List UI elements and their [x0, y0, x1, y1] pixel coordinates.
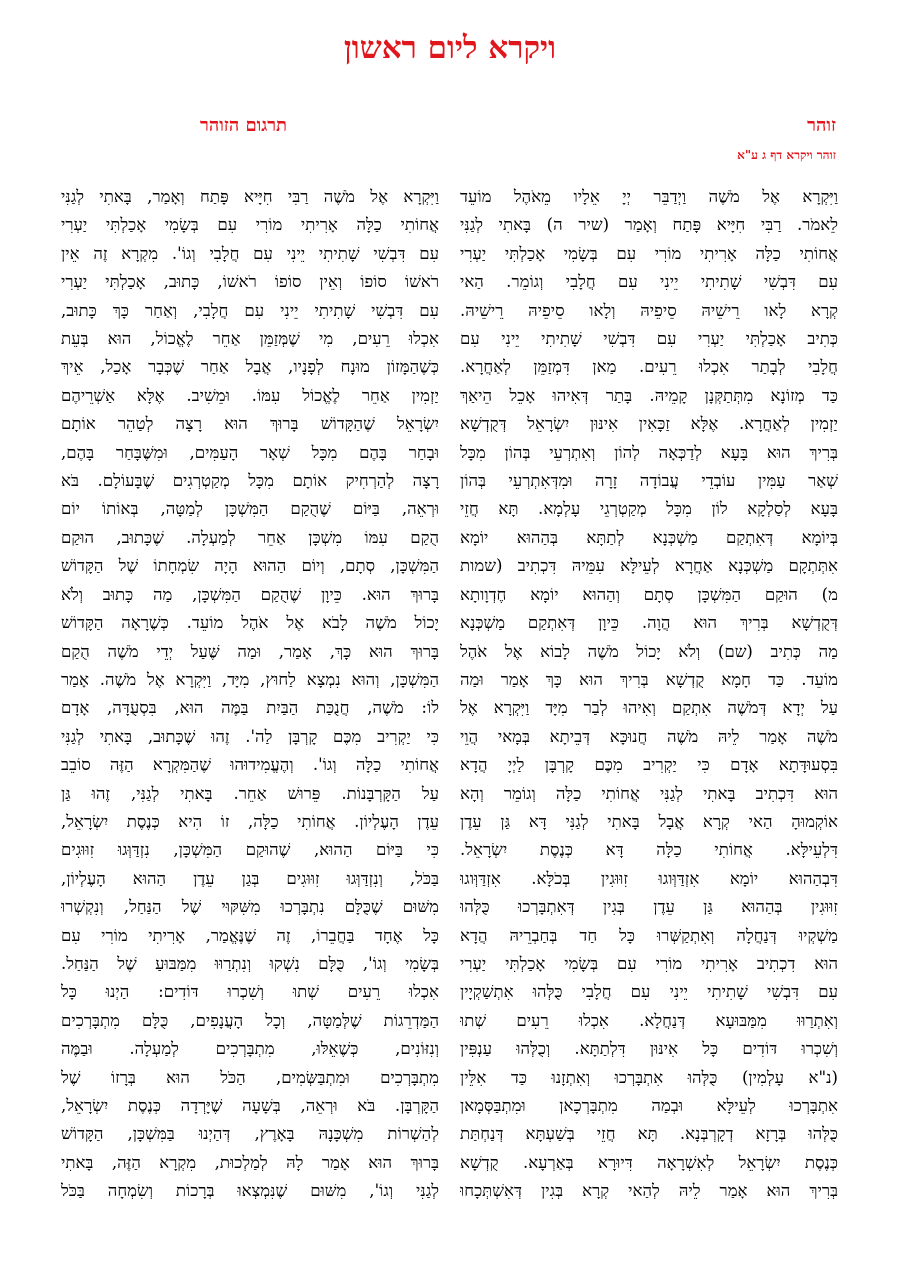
translation-text-line: אֲחוֹתִי כַלָּה אָרִיתִי מוֹרִי עִם בְּשָׂמִי אָכַלְתִּי יַעְרִי	[61, 215, 439, 235]
translation-text-line: בַּכֹּל, וְנִזְדַּוְּגוּ זִוּוּגִים בְּגַן עֵדֶן הַהוּא הָעֶלְיוֹן,	[61, 868, 439, 888]
translation-text-line: יָכוֹל מֹשֶׁה לָבֹא אֶל אֹהֶל מוֹעֵד. כְּשֶׁרָאָה הַקָּדוֹשׁ	[61, 613, 439, 633]
zohar-text-line: אִתְבָּרְכוּ לְעֵילָּא וּבְמַה מִתְבָּרְכָאן וּמִתְבַּסְּמָאן	[460, 1096, 838, 1115]
translation-text-line: רֹאשׁוֹ סוֹפוֹ וְאֵין סוֹפוֹ רֹאשׁוֹ, כָּתוּב, אָכַלְתִּי יַעְרִי	[61, 272, 439, 292]
translation-text-line: עֵדֶן הָעֶלְיוֹן. אֲחוֹתִי כַלָּה, זוֹ הִיא כְּנֶסֶת יִשְׂרָאֵל,	[61, 811, 439, 831]
translation-column-heading: תרגום הזוהר	[200, 115, 288, 136]
source-reference: זוהר ויקרא דף ג ע"א	[737, 148, 836, 162]
zohar-text-line: הוּא דִכְתִיב אָרִיתִי מוֹרִי עִם בְּשָׂמִי אָכַלְתִּי יַעְרִי	[460, 953, 838, 973]
zohar-text-line: לֵאמֹר. רַבִּי חִיָּיא פָּתַח וְאָמַר (שיר ה) בָּאתִי לְגַנִּי	[460, 215, 838, 235]
zohar-text-line: דִּלְעֵילָּא. אֲחוֹתִי כַלָּה דָּא כְּנֶסֶת יִשְׂרָאֵל.	[460, 840, 838, 860]
translation-text-line: בְּשָׂמִי וְגוֹ', כֻּלָּם נִשְׁקוּ וְנִתְרַוּוּ מִמַּבּוּעַ שֶׁל הַנַּחַל.	[61, 953, 439, 973]
zohar-text-line: עַל יְדָא דְּמֹשֶׁה אִתְקַם וְאִיהוּ לְבַר מִיָּד וַיִּקְרָא אֶל	[460, 698, 838, 718]
translation-text-line: יַזְמִין אַחֵר לֶאֱכוֹל עִמּוֹ. וּמֵשִׁיב. אֶלָּא אַשְׁרֵיהֶם	[61, 385, 439, 405]
zohar-text-line: כַּד מְזוֹנָא מִתְּתַקְּנָן קָמֵיהּ. בָּתַר דְּאִיהוּ אָכֵל הֵיאַךְ	[460, 385, 838, 405]
page-title: ויקרא ליום ראשון	[343, 30, 557, 66]
zohar-text-line: בִּסְעוּדָּתָא אָדָם כִּי יַקְרִיב מִכֶּם קָרְבָּן לַיְיָ הֲדָא	[460, 755, 838, 775]
zohar-text-line: דְּקֻדְשָׁא בְּרִיךְ הוּא הֲוָה. כֵּיוָן דְּאִתְקַם מַשְׁכְּנָא	[460, 613, 838, 633]
translation-text-line: לְגַנִּי וְגוֹ', מִשּׁוּם שֶׁנִּמְצְאוּ בְּרָכוֹת וְשִׂמְחָה בַּכֹּל	[61, 1181, 439, 1201]
zohar-text-line: וַיִּקְרָא אֶל מֹשֶׁה וַיְדַבֵּר יְיָ אֵלָיו מֵאֹהֶל מוֹעֵד	[460, 187, 838, 206]
translation-text-line: וְנִזּוֹנִים, כְּשֶׁאֵלּוּ, מִתְבָּרְכִים לְמַעְלָה. וּבַמֶּה	[61, 1039, 439, 1059]
zohar-text-line: כְּנֶסֶת יִשְׂרָאֵל לְאִשְׁרָאָה דִּיוּרָא בְּאַרְעָא. קֻדְשָׁא	[460, 1152, 838, 1172]
zohar-text-line: אִתְּתְקָם מַשְׁכְּנָא אַחֲרָא לְעֵילָּא עִמֵּיהּ דִּכְתִיב (שמות	[460, 556, 838, 576]
zohar-text-line: בְּרִיךְ הוּא אָמַר לֵיהּ לְהַאי קְרָא בְּגִין דְּאִשְׁתְּכָחוּ	[460, 1181, 838, 1201]
translation-text-line: בָּרוּךְ הוּא אָמַר לָהּ לְמַלְכוּת, מִקְרָא הַזֶּה, בָּאתִי	[61, 1152, 439, 1172]
translation-text-line: הַקָּרְבָּן. בֹּא וּרְאֵה, בְּשָׁעָה שֶׁיָּרְדָה כְּנֶסֶת יִשְׂרָאֵל,	[61, 1096, 439, 1115]
translation-text-line: כִּי יַקְרִיב מִכֶּם קָרְבָּן לַה'. זֶהוּ שֶׁכָּתוּב, בָּאתִי לְגַנִּי	[61, 726, 439, 746]
zohar-text-line: שְׁאַר עַמִּין עוֹבְדֵי עֲבוֹדָה זָרָה וּמִדְּאִתְרְעֵי בְּהוֹן	[460, 471, 838, 491]
translation-text-line: עִם דִּבְשִׁי שָׁתִיתִי יֵינִי עִם חֲלָבִי, וְאַחַר כָּךְ כָּתוּב,	[61, 300, 439, 320]
zohar-column-heading: זוהר	[807, 115, 836, 136]
translation-text-line: מִתְבָּרְכִים וּמִתְבַּשְּׂמִים, הַכֹּל הוּא בְּרָזוֹ שֶׁל	[61, 1067, 439, 1087]
zohar-text-line: עִם דִּבְשִׁי שָׁתִיתִי יֵינִי עִם חֲלָבִי וְגוֹמֵר. הַאי	[460, 272, 838, 292]
zohar-text-line: (נ"א עָלְמִין) כֻּלְּהוּ אִתְבָּרְכוּ וְאִתְזָנוּ כַּד אִלֵּין	[460, 1067, 838, 1087]
translation-text-line: אֲחוֹתִי כַלָּה וְגוֹ'. וְהֶעֱמִידוּהוּ שֶׁהַמִּקְרָא הַזֶּה סוֹבֵב	[61, 755, 439, 775]
zohar-text-line: הוּא דִּכְתִיב בָּאתִי לְגַנִּי אֲחוֹתִי כַלָּה וְגוֹמֵר וְהָא	[460, 783, 838, 803]
zohar-text-line: חֲלָבִי לְבָתַר אִכְלוּ רֵעִים. מַאן דִּמְזַמֵּן לְאַחֲרָא.	[460, 357, 838, 377]
translation-text-line: רָצָה לְהַרְחִיק אוֹתָם מִכָּל מְקַטְרְגִים שֶׁבָּעוֹלָם. בֹּא	[61, 471, 439, 491]
translation-text-line: וּרְאֵה, בַּיּוֹם שֶׁהֻקַם הַמִּשְׁכָּן לְמַטָּה, בְּאוֹתוֹ יוֹם	[61, 499, 439, 519]
translation-text-line: וּבָחַר בָּהֶם מִכָּל שְׁאָר הָעַמִּים, וּמִשֶּׁבָּחַר בָּהֶם,	[61, 442, 439, 462]
translation-text-line: כִּי בַּיּוֹם הַהוּא, שֶׁהוּקַם הַמִּשְׁכָּן, נִזְדַּוְּגוּ זִוּוּגִים	[61, 840, 439, 860]
translation-text-line: עַל הַקָּרְבָּנוֹת. פֵּרוּשׁ אַחֵר. בָּאתִי לְגַנִּי, זֶהוּ גַּן	[61, 783, 439, 803]
translation-text-line: הַמִּשְׁכָּן, סְתָם, וְיוֹם הַהוּא הָיָה שִׂמְחָתוֹ שֶׁל הַקָּדוֹשׁ	[61, 556, 439, 576]
translation-text-line: הַמִּשְׁכָּן, וְהוּא נִמְצָא לַחוּץ, מִיָּד, וַיִּקְרָא אֶל מֹשֶׁה. אָמַר	[61, 669, 439, 689]
translation-text-line: אִכְלוּ רֵעִים שְׁתוּ וְשִׁכְרוּ דּוֹדִים: הַיְנוּ כָּל	[61, 982, 439, 1002]
translation-text-column	[61, 183, 439, 1206]
zohar-text-line: יַזְמִין לְאַחֲרָא. אֶלָּא זַכָּאִין אִינּוּן יִשְׂרָאֵל דְּקֻדְשָׁא	[460, 414, 838, 434]
translation-text-line: לוֹ: מֹשֶׁה, חֲנֻכַּת הַבַּיִת בַּמֶּה הוּא, בִּסְעֻדָּה, אָדָם	[61, 698, 439, 718]
translation-text-line: יִשְׂרָאֵל שֶׁהַקָּדוֹשׁ בָּרוּךְ הוּא רָצָה לְטַהֵר אוֹתָם	[61, 414, 439, 434]
translation-text-line: הֻקַם עִמּוֹ מִשְׁכָּן אַחֵר לְמַעְלָה. שֶׁכָּתוּב, הוּקַם	[61, 527, 439, 547]
translation-text-line: כָּל אֶחָד בַּחֲבֵרוֹ, זֶה שֶׁנֶּאֱמַר, אָרִיתִי מוֹרִי עִם	[61, 925, 439, 945]
zohar-text-line: בָּעָא לְסַלְקָא לוֹן מִכָּל מְקַטְרְגֵי עָלְמָא. תָּא חֲזֵי	[460, 499, 838, 519]
translation-text-line: הַמַּדְרֵגוֹת שֶׁלְּמַטָּה, וְכָל הָעֲנָפִים, כֻּלָּם מִתְבָּרְכִים	[61, 1010, 439, 1030]
translation-text-line: אִכְלוּ רֵעִים, מִי שֶׁמְּזַמֵּן אַחֵר לֶאֱכוֹל, הוּא בְּעֵת	[61, 329, 439, 349]
zohar-text-line: כֻּלְּהוּ בְּרָזָא דְקָרְבְּנָא. תָּא חֲזֵי בְּשַׁעְתָּא דְּנַחְתַּת	[460, 1124, 838, 1144]
zohar-text-line: מַשְׁקְיוּ דְּנַחֲלָה וְאִתְקַשְּׁרוּ כָּל חַד בְּחַבְרֵיהּ הֲדָא	[460, 925, 838, 945]
translation-text-line: בָּרוּךְ הוּא. כֵּיוָן שֶׁהֻקַם הַמִּשְׁכָּן, מַה כָּתוּב וְלֹא	[61, 584, 439, 604]
translation-text-line: וַיִּקְרָא אֶל מֹשֶׁה רַבִּי חִיָּיא פָּתַח וְאָמַר, בָּאתִי לְגַנִּי	[61, 187, 439, 206]
zohar-text-line: זִוּוּגִין בְּהַהוּא גַּן עֵדֶן בְּגִין דְּאִתְבָּרְכוּ כֻּלְּהוּ	[460, 897, 838, 917]
translation-text-line: מִשּׁוּם שֶׁכֻּלָּם נִתְבָּרְכוּ מִשִּׁקּוּי שֶׁל הַנַּחַל, וְנִקְשְׁרוּ	[61, 897, 439, 917]
zohar-text-line: בְּרִיךְ הוּא בָּעָא לְדַכְּאָה לְהוֹן וְאִתְרְעֵי בְּהוֹן מִכָּל	[460, 442, 838, 462]
zohar-text-line: אוֹקְמוּהָ הַאי קְרָא אֲבָל בָּאתִי לְגַנִּי דָּא גַּן עֵדֶן	[460, 811, 838, 831]
translation-text-line: בָּרוּךְ הוּא כָּךְ, אָמַר, וּמַה שֶּׁעַל יְדֵי מֹשֶׁה הֻקַם	[61, 641, 439, 661]
zohar-text-line: מ) הוּקַם הַמִּשְׁכָּן סְתָם וְהַהוּא יוֹמָא חֶדְוָותָא	[460, 584, 838, 604]
zohar-text-line: וְאִתְרַוּוּ מִמַּבּוּעָא דְּנַחֲלָא. אִכְלוּ רֵעִים שְׁתוּ	[460, 1010, 838, 1030]
zohar-text-line: קְרָא לָאו רֵישֵׁיהּ סֵיפֵיהּ וְלָאו סֵיפֵיהּ רֵישֵׁיהּ.	[460, 300, 838, 320]
zohar-text-line: אֲחוֹתִי כַלָּה אָרִיתִי מוֹרִי עִם בְּשָׂמִי אָכַלְתִּי יַעְרִי	[460, 243, 838, 263]
zohar-text-line: עִם דִּבְשִׁי שָׁתִיתִי יֵינִי עִם חֲלָבִי כֻּלְּהוּ אִתְשַׁקְיָין	[460, 982, 838, 1002]
zohar-text-column	[460, 183, 838, 1206]
zohar-text-line: מַה כְּתִיב (שם) וְלֹא יָכוֹל מֹשֶׁה לָבוֹא אֶל אֹהֶל	[460, 641, 838, 661]
zohar-text-line: מֹשֶׁה אָמַר לֵיהּ מֹשֶׁה חֲנוּכָּא דְּבֵיתָא בְּמָאי הֲוֵי	[460, 726, 838, 746]
zohar-text-line: דִּבְהַהוּא יוֹמָא אִזְדַּוְּוגוּ זִוּוּגִין בְּכֹלָּא. אִזְדַּוְּוגוּ	[460, 868, 838, 888]
zohar-text-line: כְּתִיב אָכַלְתִּי יַעְרִי עִם דִּבְשִׁי שָׁתִיתִי יֵינִי עִם	[460, 329, 838, 349]
translation-text-line: כְּשֶׁהַמָּזוֹן מוּנָח לְפָנָיו, אֲבָל אַחַר שֶׁכְּבָר אָכַל, אֵיךְ	[61, 357, 439, 377]
translation-text-line: עִם דִּבְשִׁי שָׁתִיתִי יֵינִי עִם חֲלָבִי וְגוֹ'. מִקְרָא זֶה אֵין	[61, 243, 439, 263]
zohar-text-line: מוֹעֵד. כַּד חָמָא קֻדְשָׁא בְּרִיךְ הוּא כָּךְ אָמַר וּמַה	[460, 669, 838, 689]
translation-text-line: לְהַשְׁרוֹת מִשְׁכָּנָהּ בָּאָרֶץ, דְּהַיְנוּ בַּמִּשְׁכָּן, הַקָּדוֹשׁ	[61, 1124, 439, 1144]
zohar-text-line: בְּיוֹמָא דְּאִתְקַם מַשְׁכְּנָא לְתַתָּא בְּהַהוּא יוֹמָא	[460, 527, 838, 547]
zohar-text-line: וְשִׁכְרוּ דּוֹדִים כָּל אִינּוּן דִּלְתַתָּא. וְכֻלְּהוּ עַנְפִּין	[460, 1039, 838, 1059]
